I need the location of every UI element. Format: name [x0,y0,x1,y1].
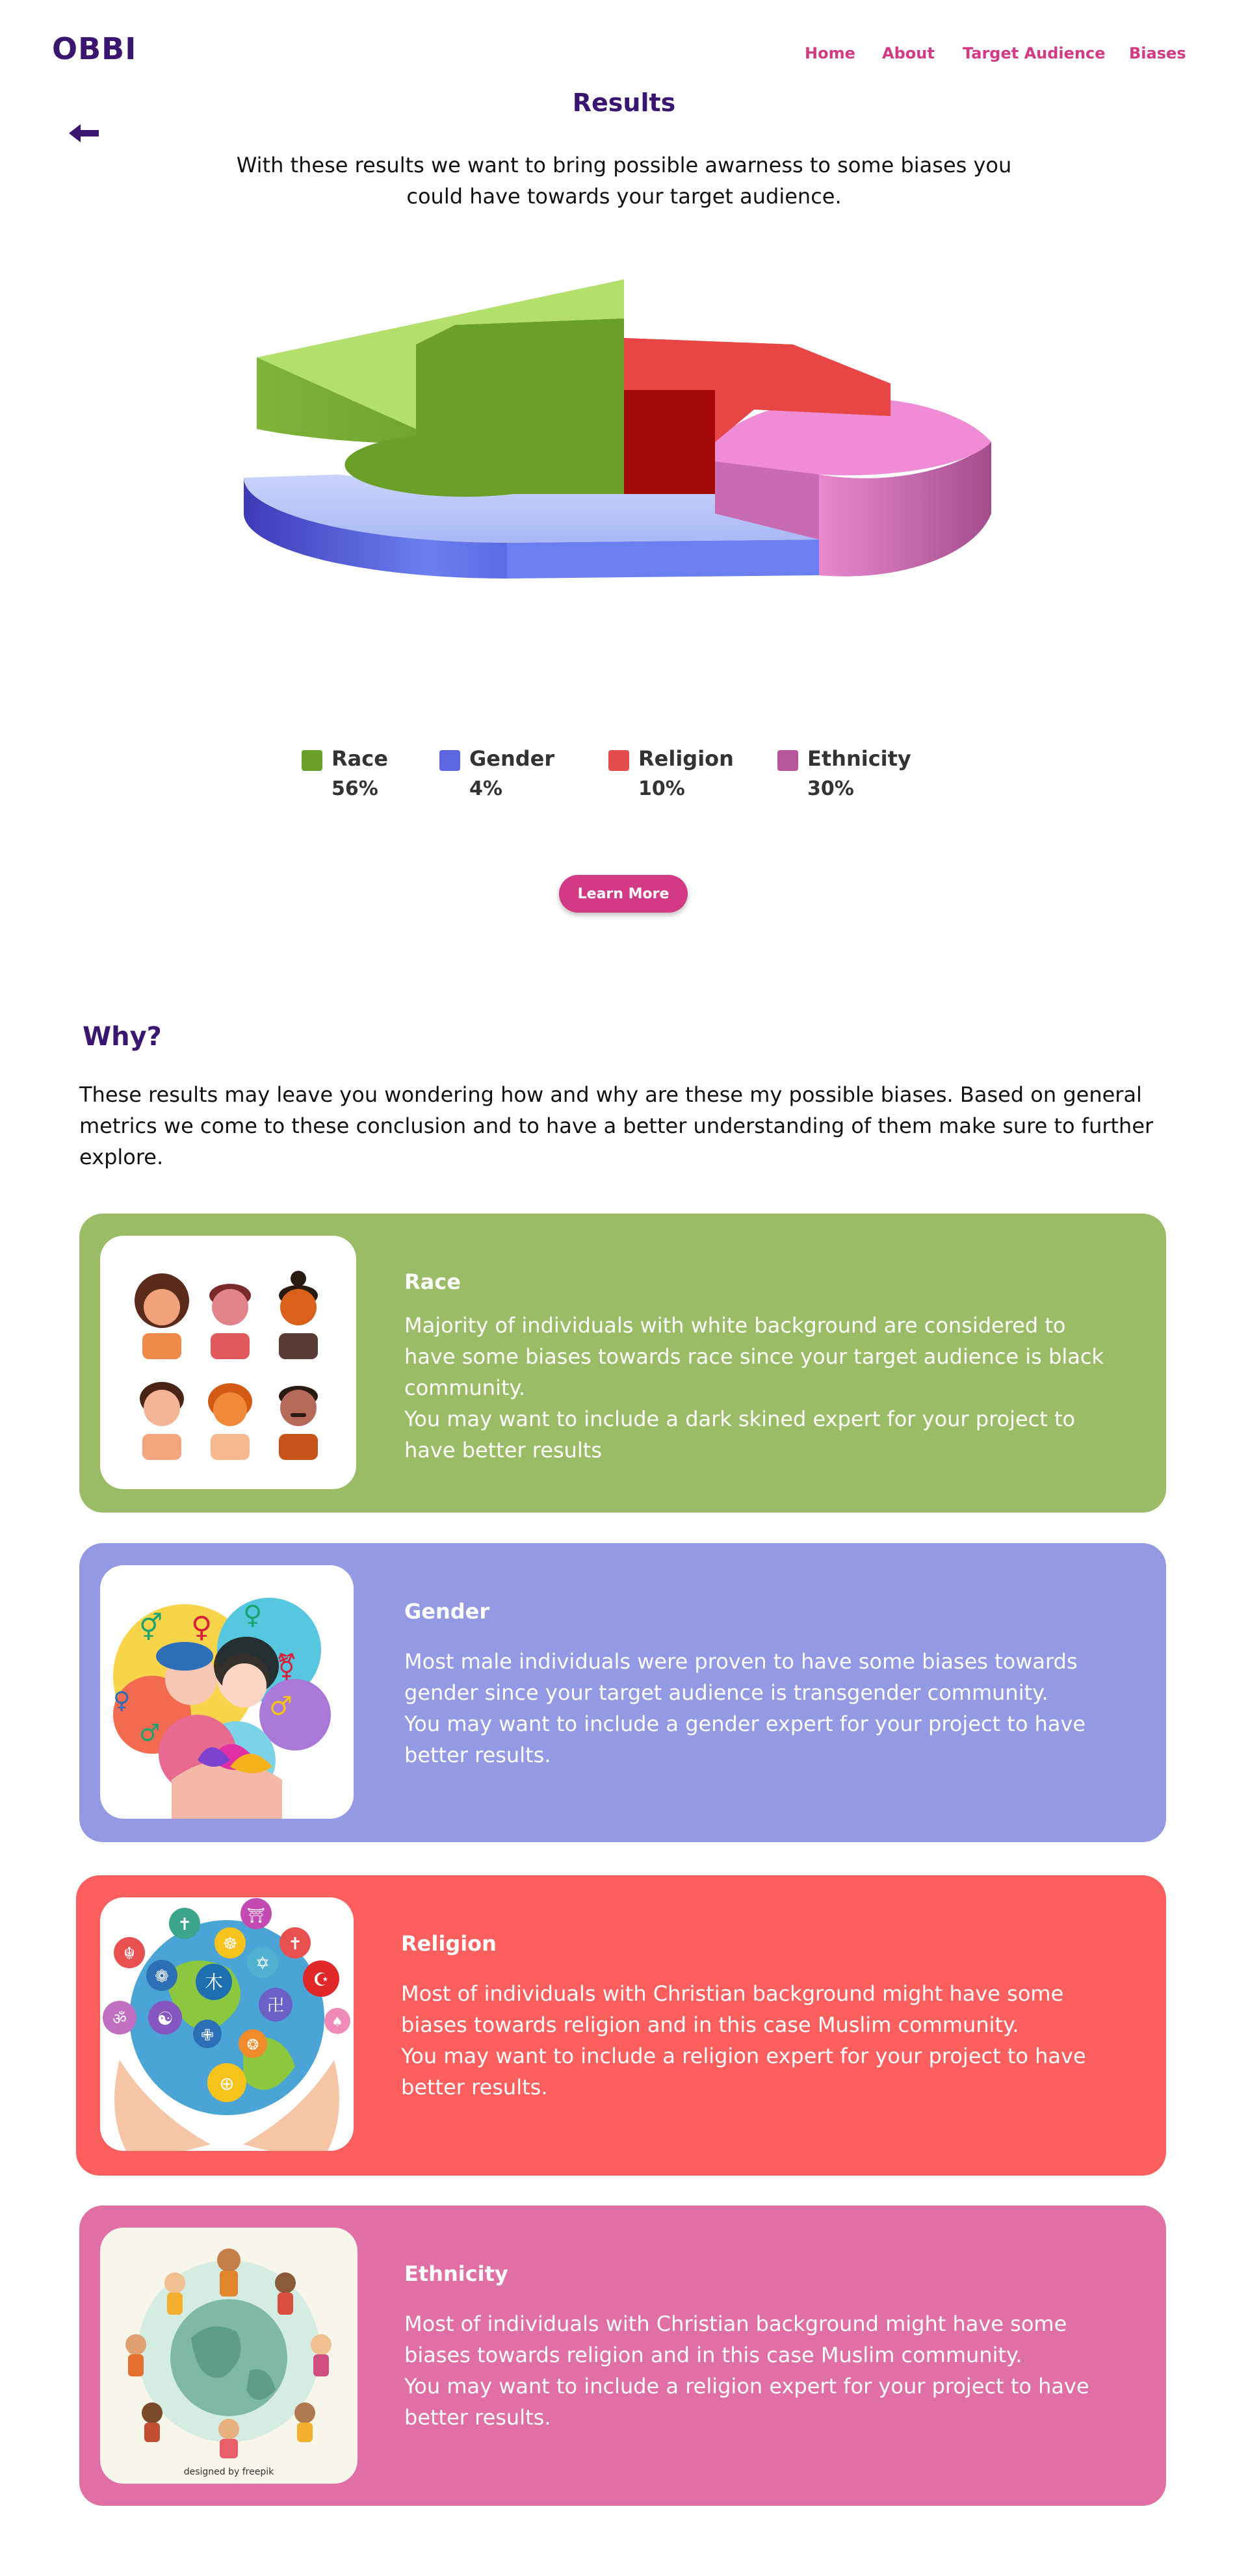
legend-value: 30% [807,777,854,800]
card-text-line: Most of individuals with Christian background might have some biases towards religion and in this case Muslim community. [404,2311,1067,2367]
card-text-line: You may want to include a gender expert for your project to have better results. [404,1711,1086,1767]
chart-legend [0,746,1248,805]
svg-text:✙: ✙ [200,2026,214,2044]
nav-biases[interactable]: Biases [1129,44,1186,62]
legend-value: 56% [332,777,378,800]
bias-card-religion [76,1875,1166,2176]
bias-donut-chart [234,280,1014,670]
why-paragraph: These results may leave you wondering how and why are these my possible biases. Based on general metrics we come to these conclusion and to have a better understanding of them make sure to further explore. [79,1082,1154,1169]
svg-text:❂: ❂ [246,2037,259,2053]
legend-swatch [608,750,629,771]
svg-text:✝: ✝ [177,1915,192,1934]
bias-card-race [79,1214,1166,1513]
religion-symbols-icon [100,1897,354,2151]
religion-illustration [100,1897,354,2151]
page-title: Results [572,88,676,117]
gender-illustration [100,1565,354,1819]
legend-value: 10% [638,777,685,800]
why-heading: Why? [83,1022,162,1052]
svg-text:♀: ♀ [191,1611,213,1644]
svg-text:♂: ♂ [139,1720,161,1747]
svg-text:⚧: ⚧ [276,1652,298,1682]
learn-more-button[interactable]: Learn More [559,875,688,913]
legend-swatch [439,750,460,771]
svg-text:♀: ♀ [113,1687,131,1714]
legend-label: Religion [638,746,734,771]
card-text-line: You may want to include a religion expert for your project to have better results. [404,2374,1089,2430]
legend-swatch [302,750,322,771]
card-text [404,1646,1119,1771]
svg-text:⊕: ⊕ [219,2073,235,2094]
legend-swatch [777,750,798,771]
legend-label: Gender [469,746,555,771]
card-text [404,2308,1119,2433]
ethnicity-illustration [100,2228,358,2484]
world-people-icon [100,2228,358,2484]
svg-text:❁: ❁ [155,1967,169,1986]
card-text-line: You may want to include a dark skined expert for your project to have better results [404,1407,1076,1463]
svg-text:ॐ: ॐ [112,2010,127,2028]
svg-text:♀: ♀ [243,1600,263,1630]
image-credit: designed by freepik [183,2467,274,2477]
nav-about[interactable]: About [882,44,935,62]
bias-card-ethnicity [79,2205,1166,2506]
logo[interactable]: OBBI [52,31,137,66]
card-text [404,1310,1119,1466]
legend-value: 4% [469,777,502,800]
bias-card-gender [79,1543,1166,1842]
card-title: Gender [404,1599,490,1624]
legend-label: Race [332,746,388,771]
nav-target-audience[interactable]: Target Audience [963,44,1106,62]
card-title: Ethnicity [404,2261,508,2286]
svg-text:卍: 卍 [266,1996,285,2016]
svg-text:⚥: ⚥ [139,1613,163,1643]
svg-text:♂: ♂ [269,1691,292,1721]
svg-text:☯: ☯ [157,2008,174,2029]
card-title: Religion [401,1931,497,1956]
svg-text:☸: ☸ [222,1934,238,1954]
svg-text:☪: ☪ [313,1969,330,1990]
card-text-line: You may want to include a religion expert for your project to have better results. [401,2044,1086,2100]
nav-home[interactable]: Home [805,44,855,62]
back-arrow-icon[interactable] [68,122,100,144]
results-intro: With these results we want to bring possible awarness to some biases you could have towards your target audience. [236,153,1012,209]
svg-text:⛩: ⛩ [247,1908,265,1924]
main-nav [0,43,1248,64]
svg-text:✝: ✝ [288,1934,302,1954]
legend-label: Ethnicity [807,746,911,771]
card-text [401,1978,1116,2103]
race-illustration [100,1236,356,1489]
svg-text:木: 木 [204,1971,224,1993]
gender-symbols-icon [100,1565,354,1819]
svg-text:✡: ✡ [255,1954,270,1973]
card-text-line: Most of individuals with Christian background might have some biases towards religion and in this case Muslim community. [401,1981,1064,2037]
card-text-line: Majority of individuals with white background are considered to have some biases towards race since your target audience is black community. [404,1313,1104,1400]
card-text-line: Most male individuals were proven to have some biases towards gender since your target audience is transgender community. [404,1649,1078,1705]
card-title: Race [404,1269,461,1294]
people-faces-icon [100,1236,356,1489]
svg-text:☬: ☬ [123,1944,136,1964]
svg-text:♠: ♠ [332,2014,343,2029]
